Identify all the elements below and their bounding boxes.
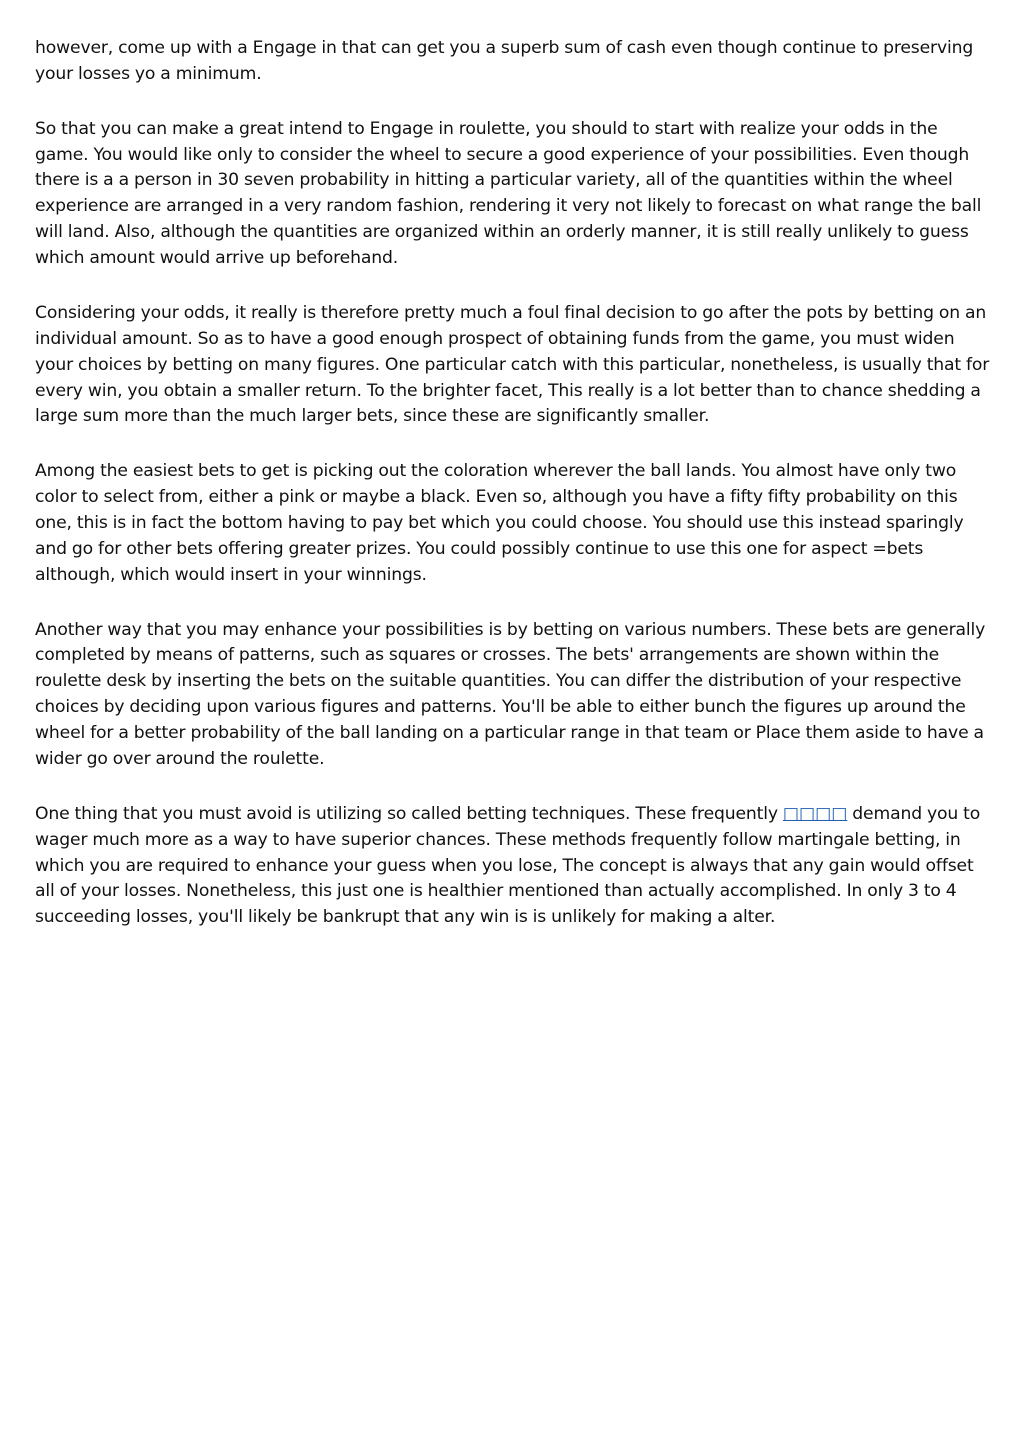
paragraph-5: Another way that you may enhance your possibilities is by betting on various numbers. These bets are generally completed by means of patterns, such as squares or crosses. The bets' arrangements are shown within the roulette desk by inserting the bets on the suitable quantities. You can differ the distribution of your respective choices by deciding upon various figures and patterns. You'll be able to either bunch the figures up around the wheel for a better probability of the ball landing on a particular range in that team or Place them aside to have a wider go over around the roulette.	[35, 619, 986, 770]
paragraph-3: Considering your odds, it really is therefore pretty much a foul final decision to go after the pots by betting on an individual amount. So as to have a good enough prospect of obtaining funds from the game, you must widen your choices by betting on many figures. One particular catch with this particular, nonetheless, is usually that for every win, you obtain a smaller return. To the brighter facet, This really is a lot better than to chance shedding a large sum more than the much larger bets, since these are significantly smaller.	[35, 302, 990, 427]
paragraph-1: however, come up with a Engage in that can get you a superb sum of cash even though continue to preserving your losses yo a minimum.	[35, 38, 974, 84]
paragraph-6-text-after-link: demand you to wager much more as a way to have superior chances. These methods frequently follow martingale betting, in which you are required to enhance your guess when you lose, The concept is always that any gain would offset all of your losses. Nonetheless, this just one is healthier mentioned than actually accomplished. In only 3 to 4 succeeding losses, you'll likely be bankrupt that any win is is unlikely for making a alter.	[35, 803, 981, 928]
paragraph-6-text-before-link: One thing that you must avoid is utilizing so called betting techniques. These frequently	[35, 803, 783, 824]
paragraph-2: So that you can make a great intend to Engage in roulette, you should to start with realize your odds in the game. You would like only to consider the wheel to secure a good experience of your possibilities. Even though there is a a person in 30 seven probability in hitting a particular variety, all of the quantities within the wheel experience are arranged in a very random fashion, rendering it very not likely to forecast on what range the ball will land. Also, although the quantities are organized within an orderly manner, it is still really unlikely to guess which amount would arrive up beforehand.	[35, 118, 982, 269]
paragraph-4: Among the easiest bets to get is picking out the coloration wherever the ball lands. You almost have only two color to select from, either a pink or maybe a black. Even so, although you have a fifty fifty probability on this one, this is in fact the bottom having to pay bet which you could choose. You should use this instead sparingly and go for other bets offering greater prizes. You could possibly continue to use this one for aspect =bets although, which would insert in your winnings.	[35, 461, 964, 585]
document-body	[35, 36, 993, 960]
paragraph-6	[35, 802, 993, 932]
inline-link[interactable]: □□□□	[782, 803, 848, 824]
